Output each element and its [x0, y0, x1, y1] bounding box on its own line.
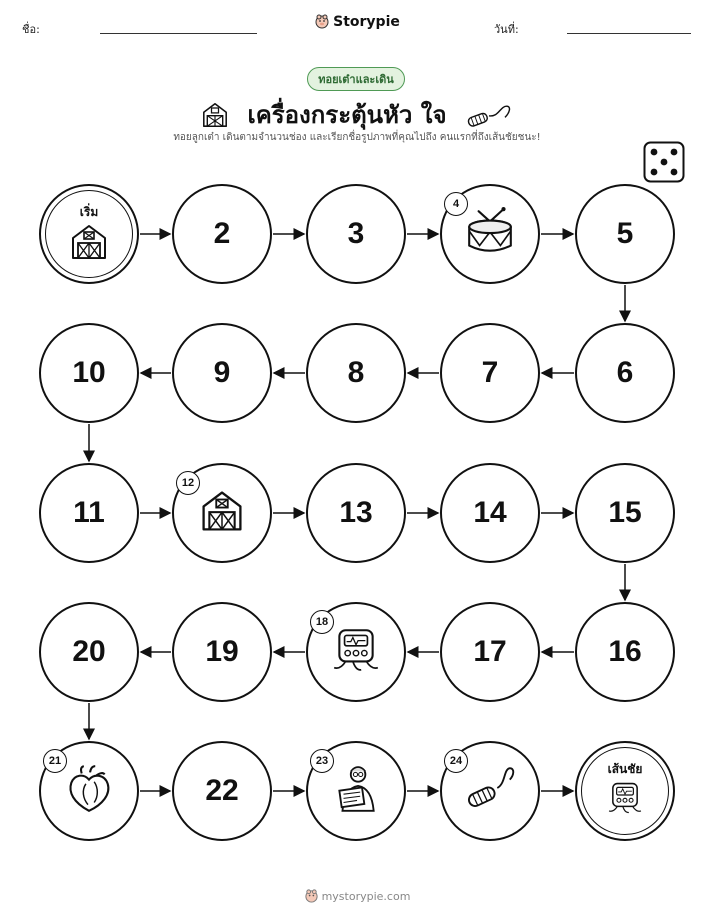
board-square[interactable] — [306, 463, 406, 563]
board-square[interactable] — [39, 602, 139, 702]
square-number: 13 — [339, 496, 373, 529]
square-number: 3 — [347, 217, 365, 250]
board-square[interactable] — [440, 323, 540, 423]
square-number: 19 — [205, 635, 239, 668]
board-square[interactable] — [440, 184, 540, 284]
board-square[interactable] — [440, 741, 540, 841]
board-square[interactable] — [575, 323, 675, 423]
square-number-badge: 4 — [444, 192, 468, 216]
square-number: 10 — [72, 356, 106, 389]
square-number: 9 — [213, 356, 231, 389]
board-square[interactable] — [172, 602, 272, 702]
board-square[interactable] — [172, 741, 272, 841]
board-square[interactable] — [306, 602, 406, 702]
drum-icon — [464, 206, 516, 262]
scientist-icon — [330, 763, 382, 819]
board-square[interactable] — [575, 463, 675, 563]
finish-label: เส้นชัย — [607, 762, 643, 776]
square-number: 11 — [73, 496, 105, 529]
square-number-badge: 21 — [43, 749, 67, 773]
square-number: 8 — [347, 356, 365, 389]
square-number: 17 — [473, 635, 507, 668]
board-square[interactable] — [172, 463, 272, 563]
square-number: 15 — [608, 496, 642, 529]
start-square[interactable] — [39, 184, 139, 284]
board-square[interactable] — [440, 463, 540, 563]
square-number: 20 — [72, 635, 106, 668]
barn-icon — [199, 488, 245, 538]
board-square[interactable] — [172, 184, 272, 284]
square-number: 6 — [616, 356, 634, 389]
board-square[interactable] — [39, 323, 139, 423]
game-type-badge: ทอยเต๋าและเดิน — [307, 67, 405, 91]
square-number-badge: 23 — [310, 749, 334, 773]
pacemaker-icon — [330, 624, 382, 680]
barn-icon — [41, 222, 137, 266]
brand-name: Storypie — [333, 14, 400, 30]
storypie-logo-icon — [304, 888, 319, 903]
page-title: เครื่องกระตุ้นหัว ใจ — [247, 101, 447, 129]
square-number: 2 — [213, 217, 231, 250]
coil-icon — [464, 763, 516, 819]
square-number: 16 — [608, 635, 642, 668]
square-number: 14 — [473, 496, 507, 529]
square-number: 22 — [205, 774, 239, 807]
board-square[interactable] — [39, 463, 139, 563]
instructions: ทอยลูกเต๋า เดินตามจำนวนช่อง และเรียกชื่อรูปภาพที่คุณไปถึง คนแรกที่ถึงเส้นชัยชนะ! — [173, 132, 541, 143]
heart-icon — [63, 763, 115, 819]
square-number: 5 — [616, 217, 634, 250]
date-label: วันที่: — [494, 23, 519, 36]
board-square[interactable] — [39, 741, 139, 841]
square-number-badge: 24 — [444, 749, 468, 773]
finish-square[interactable] — [575, 741, 675, 841]
start-label: เริ่ม — [79, 205, 99, 219]
footer-url: mystorypie.com — [321, 890, 411, 903]
name-label: ชื่อ: — [22, 23, 40, 36]
pacemaker-icon — [577, 779, 673, 821]
board-square[interactable] — [172, 323, 272, 423]
board-square[interactable] — [306, 184, 406, 284]
board-square[interactable] — [575, 184, 675, 284]
square-number-badge: 18 — [310, 610, 334, 634]
board-square[interactable] — [306, 741, 406, 841]
square-number-badge: 12 — [176, 471, 200, 495]
footer — [0, 888, 714, 903]
board-square[interactable] — [440, 602, 540, 702]
board-square[interactable] — [306, 323, 406, 423]
board-square[interactable] — [575, 602, 675, 702]
square-number: 7 — [481, 356, 499, 389]
